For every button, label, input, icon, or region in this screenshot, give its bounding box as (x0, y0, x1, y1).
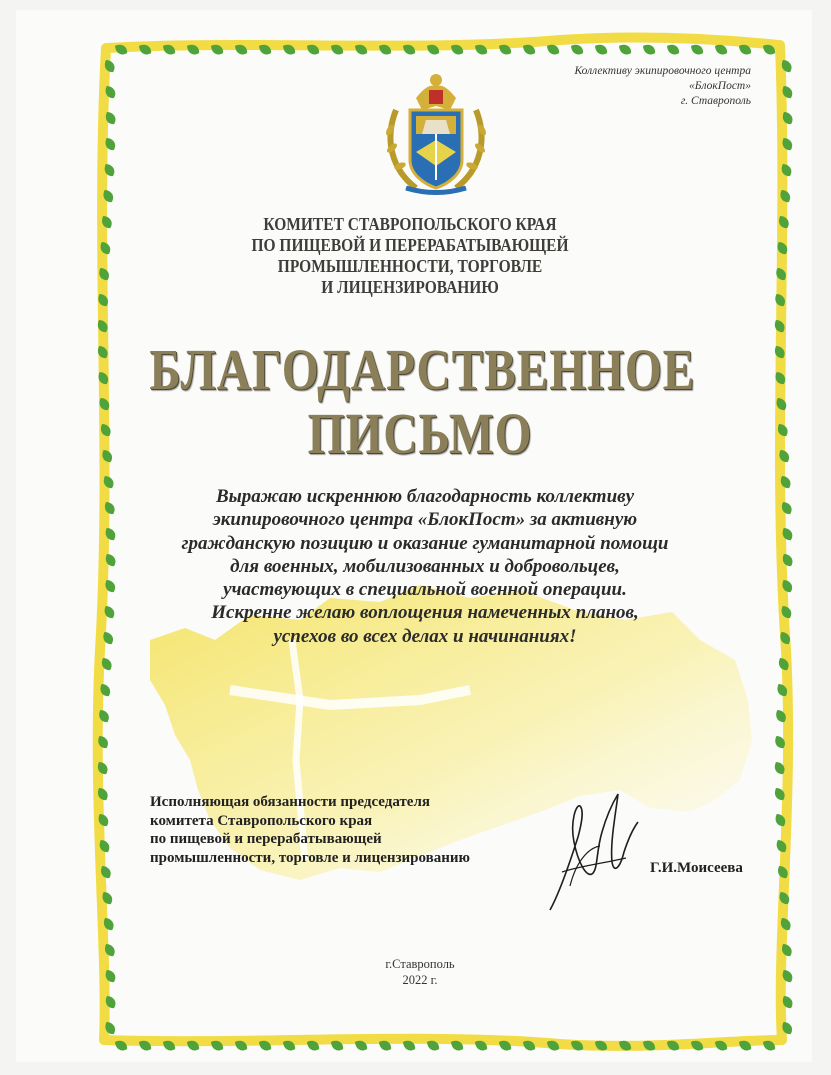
addressee-line: «БлокПост» (688, 80, 751, 92)
body-line: Искренне желаю воплощения намеченных планов, (211, 602, 639, 624)
city: г.Ставрополь (385, 957, 455, 971)
place-and-date (350, 956, 490, 988)
committee-name (195, 214, 625, 298)
committee-line: ПРОМЫШЛЕННОСТИ, ТОРГОВЛЕ (277, 256, 543, 276)
committee-line: ПО ПИЩЕВОЙ И ПЕРЕРАБАТЫВАЮЩЕЙ (251, 235, 569, 255)
body-line: экипировочного центра «БлокПост» за активную (212, 509, 638, 531)
addressee-line: Коллективу экипировочного центра (574, 65, 751, 77)
document-title (149, 337, 696, 466)
signatory-name: Г.И.Моисеева (650, 860, 743, 876)
committee-line: И ЛИЦЕНЗИРОВАНИЮ (321, 277, 499, 297)
position-line: промышленности, торговле и лицензированию (150, 849, 471, 866)
position-line: Исполняющая обязанности председателя (150, 794, 430, 810)
letter-body (140, 485, 710, 648)
body-line: успехов во всех делах и начинаниях! (273, 625, 577, 647)
year: 2022 г. (402, 973, 438, 987)
addressee-block (574, 64, 751, 109)
handwritten-signature (540, 782, 650, 922)
body-line: Выражаю искреннюю благодарность коллективу (215, 486, 635, 507)
stavropol-krai-coat-of-arms-icon (376, 70, 496, 198)
position-line: по пищевой и перерабатывающей (150, 831, 382, 847)
signatory-position (150, 793, 470, 867)
addressee-line: г. Ставрополь (680, 95, 751, 107)
title-line: БЛАГОДАРСТВЕННОЕ (149, 337, 696, 402)
committee-line: КОМИТЕТ СТАВРОПОЛЬСКОГО КРАЯ (263, 214, 557, 234)
title-line: ПИСЬМО (307, 401, 533, 466)
body-line: гражданскую позицию и оказание гуманитарной помощи (181, 532, 669, 554)
position-line: комитета Ставропольского края (150, 812, 373, 829)
body-line: для военных, мобилизованных и добровольцев, (230, 555, 620, 577)
body-line: участвующих в специальной военной операции. (223, 579, 627, 601)
